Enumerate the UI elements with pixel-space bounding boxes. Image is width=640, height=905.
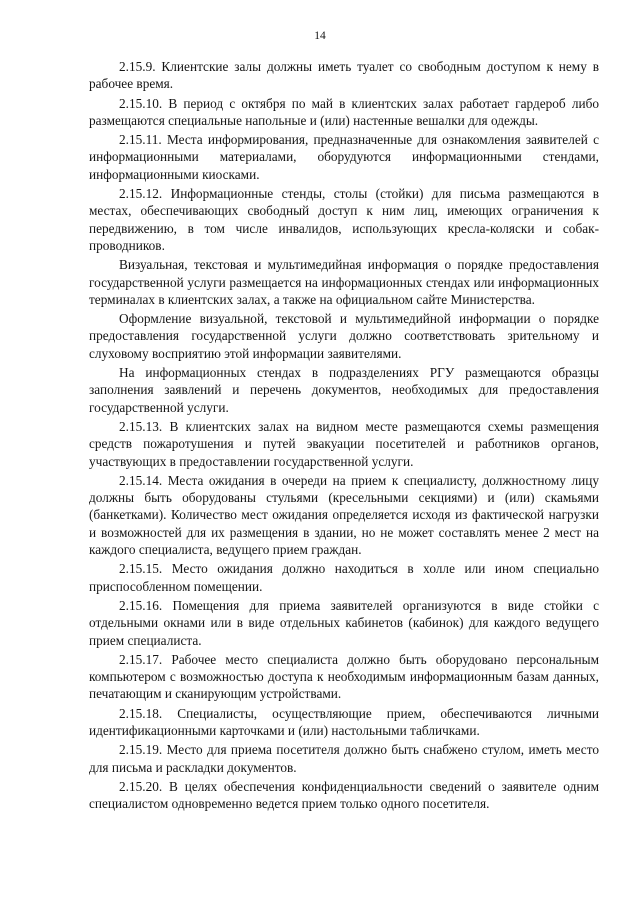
paragraph-2-15-14: 2.15.14. Места ожидания в очереди на прием к специалисту, должностному лицу должны быть оборудованы стульями (кресельными секциями) и (или) скамьями (банкетками). Количество мест ожидания определяется исходя из фактической нагрузки и возможностей для их размещения в здании, но не может составлять менее 2 мест на каждого специалиста, ведущего прием граждан. — [89, 472, 599, 558]
paragraph-2-15-20: 2.15.20. В целях обеспечения конфиденциальности сведений о заявителе одним специалистом одновременно ведется прием только одного посетителя. — [89, 778, 599, 812]
paragraph-2-15-10: 2.15.10. В период с октября по май в клиентских залах работает гардероб либо размещаются специальные напольные и (или) настенные вешалки для одежды. — [89, 95, 599, 128]
page-number: 14 — [314, 30, 326, 42]
paragraph-2-15-15: 2.15.15. Место ожидания должно находиться в холле или ином специально приспособленном помещении. — [89, 561, 599, 594]
paragraph-2-15-19: 2.15.19. Место для приема посетителя должно быть снабжено стулом, иметь место для письма и раскладки документов. — [89, 742, 599, 775]
paragraph-2-15-12: 2.15.12. Информационные стенды, столы (стойки) для письма размещаются в местах, обеспечивающих свободный доступ к ним лиц, имеющих ограничения к передвижению, в том числе инвалидов, использующих кресла-коляски и собак-проводников. — [89, 186, 599, 253]
paragraph-2-15-18: 2.15.18. Специалисты, осуществляющие прием, обеспечиваются личными идентификационными карточками и (или) настольными табличками. — [89, 705, 599, 738]
paragraph-info-design: Оформление визуальной, текстовой и мультимедийной информации о порядке предоставления государственной услуги должно соответствовать зрительному и слуховому восприятию этой информации заявителями. — [89, 311, 599, 361]
paragraph-2-15-9: 2.15.9. Клиентские залы должны иметь туалет со свободным доступом к нему в рабочее время. — [89, 59, 599, 92]
paragraph-2-15-13: 2.15.13. В клиентских залах на видном месте размещаются схемы размещения средств пожаротушения и путей эвакуации посетителей и работников органов, участвующих в предоставлении государственной услуги. — [89, 418, 599, 469]
paragraph-2-15-11: 2.15.11. Места информирования, предназначенные для ознакомления заявителей с информационными материалами, оборудуются информационными стендами, информационными киосками. — [89, 132, 599, 182]
document-body — [89, 58, 599, 814]
paragraph-2-15-17: 2.15.17. Рабочее место специалиста должно быть оборудовано персональным компьютером с возможностью доступа к необходимым информационным базам данных, печатающим и сканирующим устройствами. — [89, 651, 599, 702]
paragraph-info-stands: На информационных стендах в подразделениях РГУ размещаются образцы заполнения заявлений и перечень документов, необходимых для предоставления государственной услуги. — [89, 365, 599, 415]
paragraph-visual-info: Визуальная, текстовая и мультимедийная информация о порядке предоставления государственной услуги размещается на информационных стендах или информационных терминалах в клиентских залах, а также на официальном сайте Министерства. — [89, 257, 599, 307]
paragraph-2-15-16: 2.15.16. Помещения для приема заявителей организуются в виде стойки с отдельными окнами или в виде отдельных кабинетов (кабинок) для каждого ведущего прием специалиста. — [89, 597, 599, 648]
